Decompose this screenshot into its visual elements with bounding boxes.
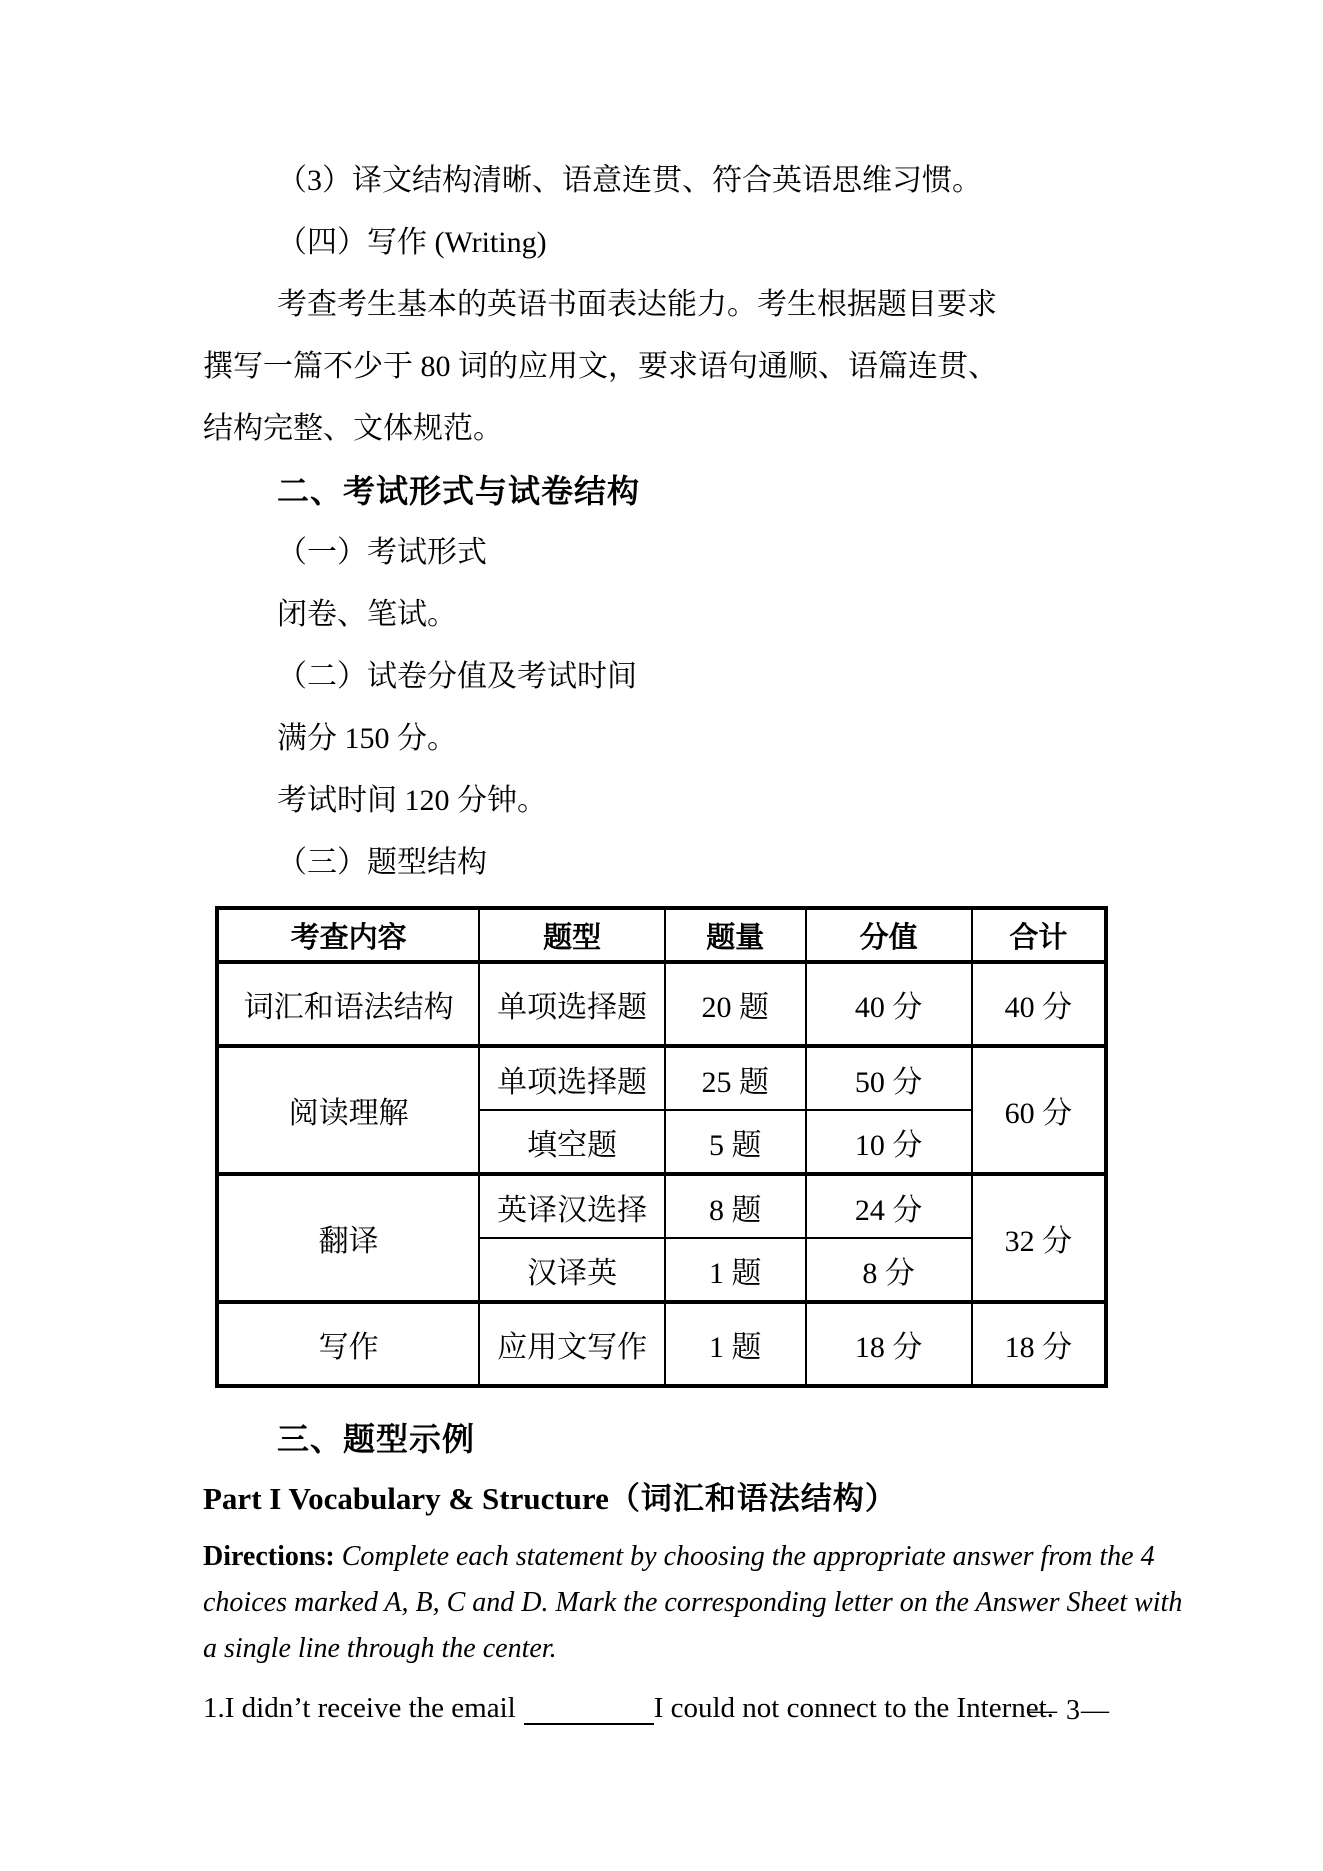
cell-count: 20 题 bbox=[665, 962, 805, 1046]
cell-count: 8 题 bbox=[665, 1174, 805, 1238]
answer-blank bbox=[524, 1697, 654, 1725]
question-structure-heading: （三）题型结构 bbox=[277, 846, 487, 879]
column-header-content: 考查内容 bbox=[217, 908, 479, 962]
directions-paragraph bbox=[203, 1534, 1183, 1672]
table-row-writing bbox=[217, 1302, 1106, 1386]
cell-score: 24 分 bbox=[806, 1174, 972, 1238]
directions-label: Directions: bbox=[203, 1541, 335, 1572]
cell-score: 50 分 bbox=[806, 1046, 972, 1110]
document-content bbox=[203, 150, 1183, 1728]
directions-line-1 bbox=[203, 1534, 1155, 1580]
exam-form-text: 闭卷、笔试。 bbox=[277, 598, 457, 631]
cell-count: 25 题 bbox=[665, 1046, 805, 1110]
writing-paragraph-line-3: 结构完整、文体规范。 bbox=[203, 412, 503, 445]
page-number: — 3— bbox=[1029, 1695, 1110, 1726]
cell-total: 18 分 bbox=[972, 1302, 1106, 1386]
column-header-total: 合计 bbox=[972, 908, 1106, 962]
directions-text-1: Complete each statement by choosing the appropriate answer from the 4 bbox=[341, 1541, 1155, 1572]
cell-count: 5 题 bbox=[665, 1110, 805, 1174]
column-header-count: 题量 bbox=[665, 908, 805, 962]
part1-title bbox=[203, 1470, 1115, 1528]
table-row-translation-1 bbox=[217, 1174, 1106, 1238]
part1-title-english: Part I Vocabulary & Structure bbox=[203, 1481, 609, 1516]
cell-type: 单项选择题 bbox=[479, 962, 665, 1046]
question-text-after: I could not connect to the Internet. bbox=[653, 1692, 1054, 1724]
writing-paragraph-line-1: 考查考生基本的英语书面表达能力。考生根据题目要求 bbox=[277, 288, 997, 321]
section-2-heading: 二、考试形式与试卷结构 bbox=[277, 473, 641, 509]
translation-criterion-3: （3）译文结构清晰、语意连贯、符合英语思维习惯。 bbox=[277, 164, 982, 197]
cell-type: 填空题 bbox=[479, 1110, 665, 1174]
cell-type: 汉译英 bbox=[479, 1238, 665, 1302]
duration-text: 考试时间 120 分钟。 bbox=[277, 784, 547, 817]
cell-total: 60 分 bbox=[972, 1046, 1106, 1174]
question-structure-table bbox=[215, 906, 1108, 1388]
column-header-type: 题型 bbox=[479, 908, 665, 962]
writing-subsection-heading: （四）写作 (Writing) bbox=[277, 226, 547, 259]
full-score-text: 满分 150 分。 bbox=[277, 722, 457, 755]
column-header-score: 分值 bbox=[806, 908, 972, 962]
directions-line-3: a single line through the center. bbox=[203, 1633, 557, 1664]
cell-count: 1 题 bbox=[665, 1238, 805, 1302]
cell-score: 10 分 bbox=[806, 1110, 972, 1174]
part1-title-chinese: （词汇和语法结构） bbox=[608, 1481, 897, 1516]
cell-type: 应用文写作 bbox=[479, 1302, 665, 1386]
table-row-reading-1 bbox=[217, 1046, 1106, 1110]
cell-content: 阅读理解 bbox=[217, 1046, 479, 1174]
directions-line-2: choices marked A, B, C and D. Mark the corresponding letter on the Answer Sheet with bbox=[203, 1587, 1183, 1618]
section-3-heading: 三、题型示例 bbox=[277, 1421, 476, 1457]
cell-type: 英译汉选择 bbox=[479, 1174, 665, 1238]
sample-question-1 bbox=[203, 1688, 1115, 1728]
score-time-heading: （二）试卷分值及考试时间 bbox=[277, 660, 637, 693]
cell-total: 32 分 bbox=[972, 1174, 1106, 1302]
cell-type: 单项选择题 bbox=[479, 1046, 665, 1110]
table-row-vocabulary bbox=[217, 962, 1106, 1046]
cell-score: 8 分 bbox=[806, 1238, 972, 1302]
exam-form-heading: （一）考试形式 bbox=[277, 536, 487, 569]
writing-paragraph-line-2: 撰写一篇不少于 80 词的应用文，要求语句通顺、语篇连贯、 bbox=[203, 350, 998, 383]
cell-content: 写作 bbox=[217, 1302, 479, 1386]
question-text-before: 1.I didn’t receive the email bbox=[203, 1692, 516, 1724]
cell-content: 翻译 bbox=[217, 1174, 479, 1302]
cell-content: 词汇和语法结构 bbox=[217, 962, 479, 1046]
cell-total: 40 分 bbox=[972, 962, 1106, 1046]
cell-count: 1 题 bbox=[665, 1302, 805, 1386]
table-header-row bbox=[217, 908, 1106, 962]
cell-score: 40 分 bbox=[806, 962, 972, 1046]
cell-score: 18 分 bbox=[806, 1302, 972, 1386]
